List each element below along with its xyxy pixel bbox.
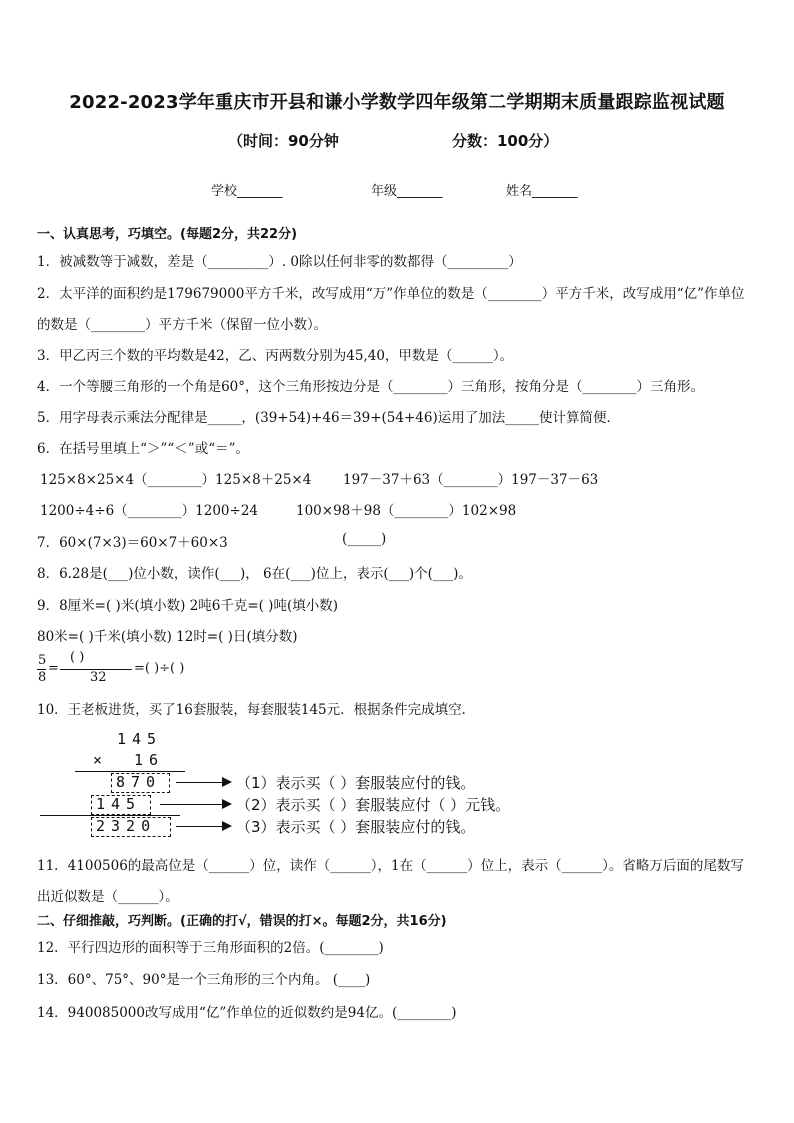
partial-product-2: 145 bbox=[96, 795, 142, 813]
question-8: 8．6.28是(___)位小数，读作(___)， 6在(___)位上，表示(___)个(___)。 bbox=[37, 566, 472, 582]
question-3: 3．甲乙丙三个数的平均数是42，乙、丙两数分别为45,40，甲数是（______）。 bbox=[37, 348, 514, 364]
question-1: 1．被减数等于减数，差是（_________）. 0除以任何非零的数都得（_________） bbox=[37, 254, 522, 270]
grade-field: 年级_______ bbox=[371, 184, 443, 199]
fraction-tail: =( )÷( ) bbox=[134, 661, 185, 676]
name-field: 姓名_______ bbox=[506, 184, 578, 199]
section-1-heading: 一、认真思考，巧填空。(每题2分，共22分) bbox=[37, 227, 298, 242]
question-7: 7．60×(7×3)＝60×7＋60×3 bbox=[37, 535, 228, 551]
question-6: 6．在括号里填上“＞”“＜”或“＝”。 bbox=[37, 441, 249, 457]
question-6-item-1: 125×8×25×4（________）125×8＋25×4 bbox=[40, 472, 312, 488]
question-6-item-2: 197－37＋63（________）197－37－63 bbox=[343, 472, 599, 488]
question-9-line-1: 9．8厘米=( )米(填小数) 2吨6千克=( )吨(填小数) bbox=[37, 598, 338, 614]
arrow-3-head bbox=[222, 821, 232, 831]
question-11-line-2: 出近似数是（______）。 bbox=[37, 889, 179, 905]
fraction-denominator: 8 bbox=[38, 670, 47, 685]
multiplication-line-1 bbox=[75, 771, 185, 772]
arrow-1-line bbox=[176, 782, 224, 783]
exam-time: （时间：90分钟 bbox=[228, 132, 339, 150]
question-12: 12．平行四边形的面积等于三角形面积的2倍。(________) bbox=[37, 940, 384, 956]
annotation-3: （3）表示买（ ）套服装应付的钱。 bbox=[236, 818, 476, 836]
times-sign: × bbox=[93, 751, 109, 769]
question-9-line-2: 80米=( )千米(填小数) 12时=( )日(填分数) bbox=[37, 629, 298, 645]
question-13: 13．60°、75°、90°是一个三角形的三个内角。 (____) bbox=[37, 972, 371, 988]
school-field: 学校_______ bbox=[211, 184, 283, 199]
question-7-answer-blank: (_____) bbox=[342, 531, 387, 547]
fraction-numerator: 5 bbox=[38, 653, 47, 668]
arrow-1-head bbox=[222, 777, 232, 787]
arrow-3-line bbox=[176, 826, 224, 827]
question-4: 4．一个等腰三角形的一个角是60°，这个三角形按边分是（________）三角形，按角分是（________）三角形。 bbox=[37, 379, 705, 395]
arrow-2-head bbox=[222, 799, 232, 809]
arrow-2-line bbox=[160, 804, 224, 805]
question-6-item-4: 100×98＋98（________）102×98 bbox=[296, 503, 517, 519]
product: 2320 bbox=[96, 817, 157, 835]
annotation-2: （2）表示买（ ）套服装应付（ ）元钱。 bbox=[236, 796, 511, 814]
question-11-line-1: 11．4100506的最高位是（______）位，读作（______），1在（______）位上，表示（______）。省略万后面的尾数写 bbox=[37, 858, 744, 874]
question-14: 14．940085000改写成用“亿”作单位的近似数约是94亿。(________) bbox=[37, 1005, 457, 1021]
multiplication-line-2 bbox=[40, 815, 180, 816]
question-2-line-1: 2．太平洋的面积约是179679000平方千米，改写成用“万”作单位的数是（________）平方千米，改写成用“亿”作单位 bbox=[37, 286, 745, 302]
multiplier: 16 bbox=[134, 751, 165, 769]
fraction-blank-numerator: ( ) bbox=[70, 650, 85, 665]
question-10: 10．王老板进货，买了16套服装，每套服装145元．根据条件完成填空． bbox=[37, 702, 476, 718]
fraction-blank-denominator: 32 bbox=[90, 670, 107, 685]
question-6-item-3: 1200÷4÷6（________）1200÷24 bbox=[40, 503, 259, 519]
section-2-heading: 二、仔细推敲，巧判断。(正确的打√，错误的打×。每题2分，共16分) bbox=[37, 914, 447, 929]
fraction-equals: = bbox=[48, 661, 59, 676]
question-2-line-2: 的数是（________）平方千米（保留一位小数）。 bbox=[37, 317, 328, 333]
multiplicand: 145 bbox=[117, 730, 163, 748]
partial-product-1: 870 bbox=[116, 773, 162, 791]
exam-score: 分数：100分） bbox=[452, 132, 559, 150]
annotation-1: （1）表示买（ ）套服装应付的钱。 bbox=[236, 774, 476, 792]
exam-title: 2022-2023学年重庆市开县和谦小学数学四年级第二学期期末质量跟踪监视试题 bbox=[69, 92, 725, 113]
question-5: 5．用字母表示乘法分配律是_____，(39+54)+46＝39+(54+46)运用了加法_____使计算简便． bbox=[37, 410, 620, 426]
